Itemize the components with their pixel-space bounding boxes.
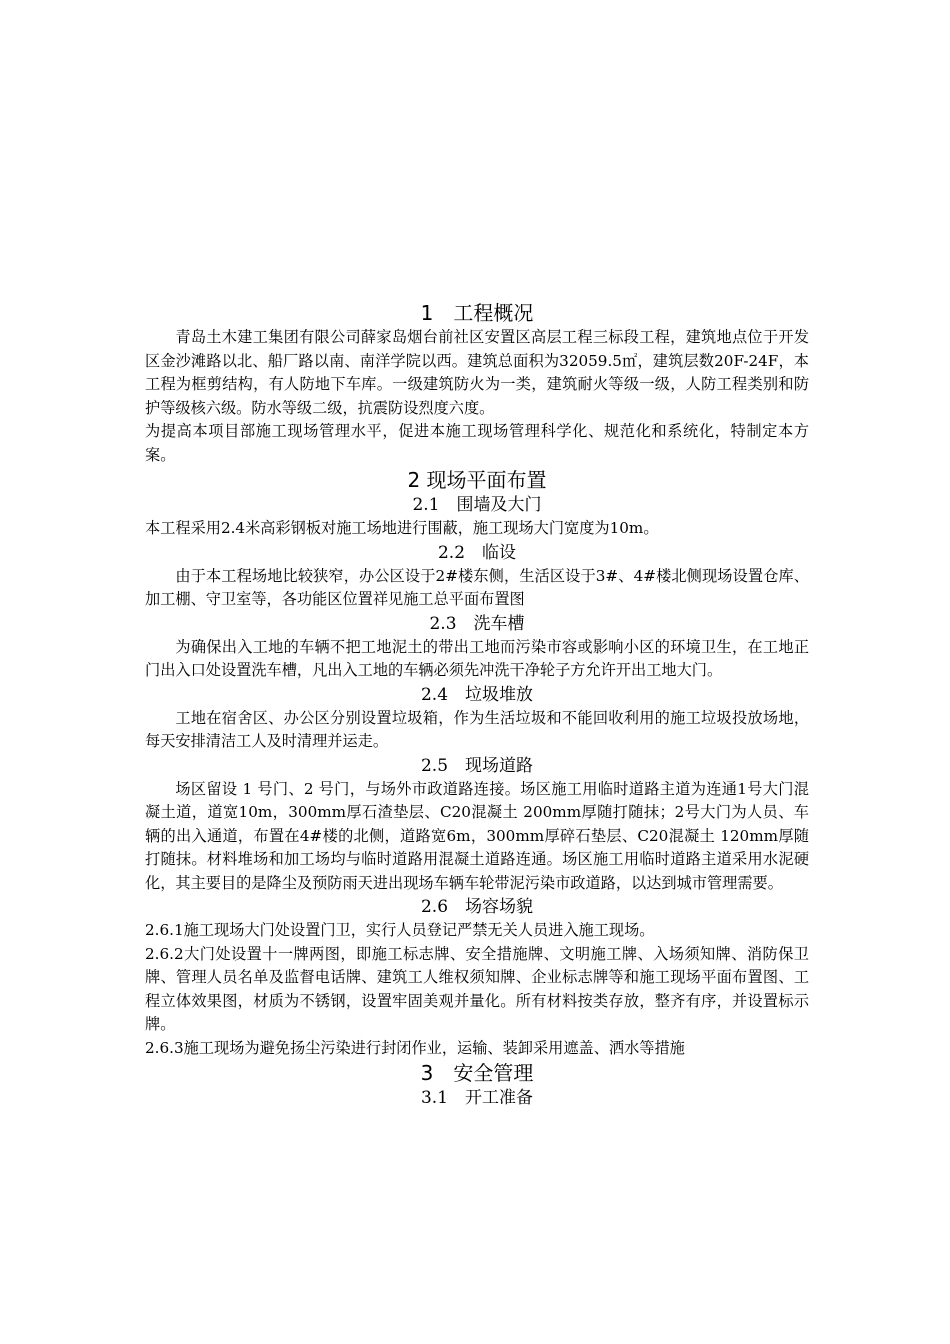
subsection-heading-2-5: 2.5 现场道路 — [420, 755, 534, 776]
paragraph-2-6-3: 2.6.3施工现场为避免扬尘污染进行封闭作业，运输、装卸采用遮盖、洒水等措施 — [145, 1038, 685, 1057]
paragraph-site-roads: 场区留设 1 号门、2 号门，与场外市政道路连接。场区施工用临时道路主道为连通1号大门混凝土道，道宽10m，300mm厚石渣垫层、C20混凝土 200mm厚随打随抹；2号大门为人员、车辆的出入通道，布置在4#楼的北侧，道路宽6m，300mm厚碎石垫层、C20混凝土 120mm厚随打随抹。材料堆场和加工场均与临时道路用混凝土道路连通。场区施工用临时道路主道采用水泥硬化，其主要目的是降尘及预防雨天进出现场车辆车轮带泥污染市政道路，以达到城市管理需要。 — [145, 779, 809, 892]
paragraph-car-wash: 为确保出入工地的车辆不把工地泥土的带出工地而污染市容或影响小区的环境卫生，在工地正门出入口处设置洗车槽，凡出入工地的车辆必须先冲洗干净轮子方允许开出工地大门。 — [145, 637, 809, 679]
section-heading-3: 3 安全管理 — [420, 1061, 534, 1085]
document-body — [145, 300, 809, 1110]
subsection-heading-2-1: 2.1 围墙及大门 — [412, 495, 542, 515]
paragraph-2-6-1: 2.6.1施工现场大门处设置门卫，实行人员登记严禁无关人员进入施工现场。 — [145, 921, 655, 939]
subsection-heading-2-3: 2.3 洗车槽 — [429, 613, 525, 634]
paragraph-purpose: 为提高本项目部施工现场管理水平，促进本施工现场管理科学化、规范化和系统化，特制定本方案。 — [145, 422, 809, 464]
subsection-heading-2-6: 2.6 场容场貌 — [420, 897, 534, 917]
subsection-heading-2-2: 2.2 临设 — [437, 542, 517, 563]
paragraph-2-6-2: 2.6.2大门处设置十一牌两图，即施工标志牌、安全措施牌、文明施工牌、入场须知牌、消防保卫牌、管理人员名单及监督电话牌、建筑工人维权须知牌、企业标志牌等和施工现场平面布置图、工程立体效果图，材质为不锈钢，设置牢固美观并量化。所有材料按类存放，整齐有序，并设置标示牌。 — [145, 944, 809, 1033]
paragraph-fence-gate: 本工程采用2.4米高彩钢板对施工场地进行围蔽，施工现场大门宽度为10m。 — [145, 519, 659, 537]
paragraph-project-overview: 青岛土木建工集团有限公司薛家岛烟台前社区安置区高层工程三标段工程，建筑地点位于开发区金沙滩路以北、船厂路以南、南洋学院以西。建筑总面积为32059.5㎡，建筑层数20F-24F，本工程为框剪结构，有人防地下车库。一级建筑防火为一类，建筑耐火等级一级，人防工程类别和防护等级核六级。防水等级二级，抗震防设烈度六度。 — [145, 328, 809, 417]
paragraph-waste: 工地在宿舍区、办公区分别设置垃圾箱，作为生活垃圾和不能回收利用的施工垃圾投放场地，每天安排清洁工人及时清理并运走。 — [145, 708, 809, 750]
section-heading-2: 2 现场平面布置 — [407, 468, 547, 492]
section-heading-1: 1 工程概况 — [420, 301, 534, 325]
subsection-heading-2-4: 2.4 垃圾堆放 — [420, 684, 534, 705]
subsection-heading-3-1: 3.1 开工准备 — [420, 1088, 534, 1108]
paragraph-temporary-facilities: 由于本工程场地比较狭窄，办公区设于2#楼东侧，生活区设于3#、4#楼北侧现场设置仓库、加工棚、守卫室等，各功能区位置祥见施工总平面布置图 — [145, 566, 809, 608]
